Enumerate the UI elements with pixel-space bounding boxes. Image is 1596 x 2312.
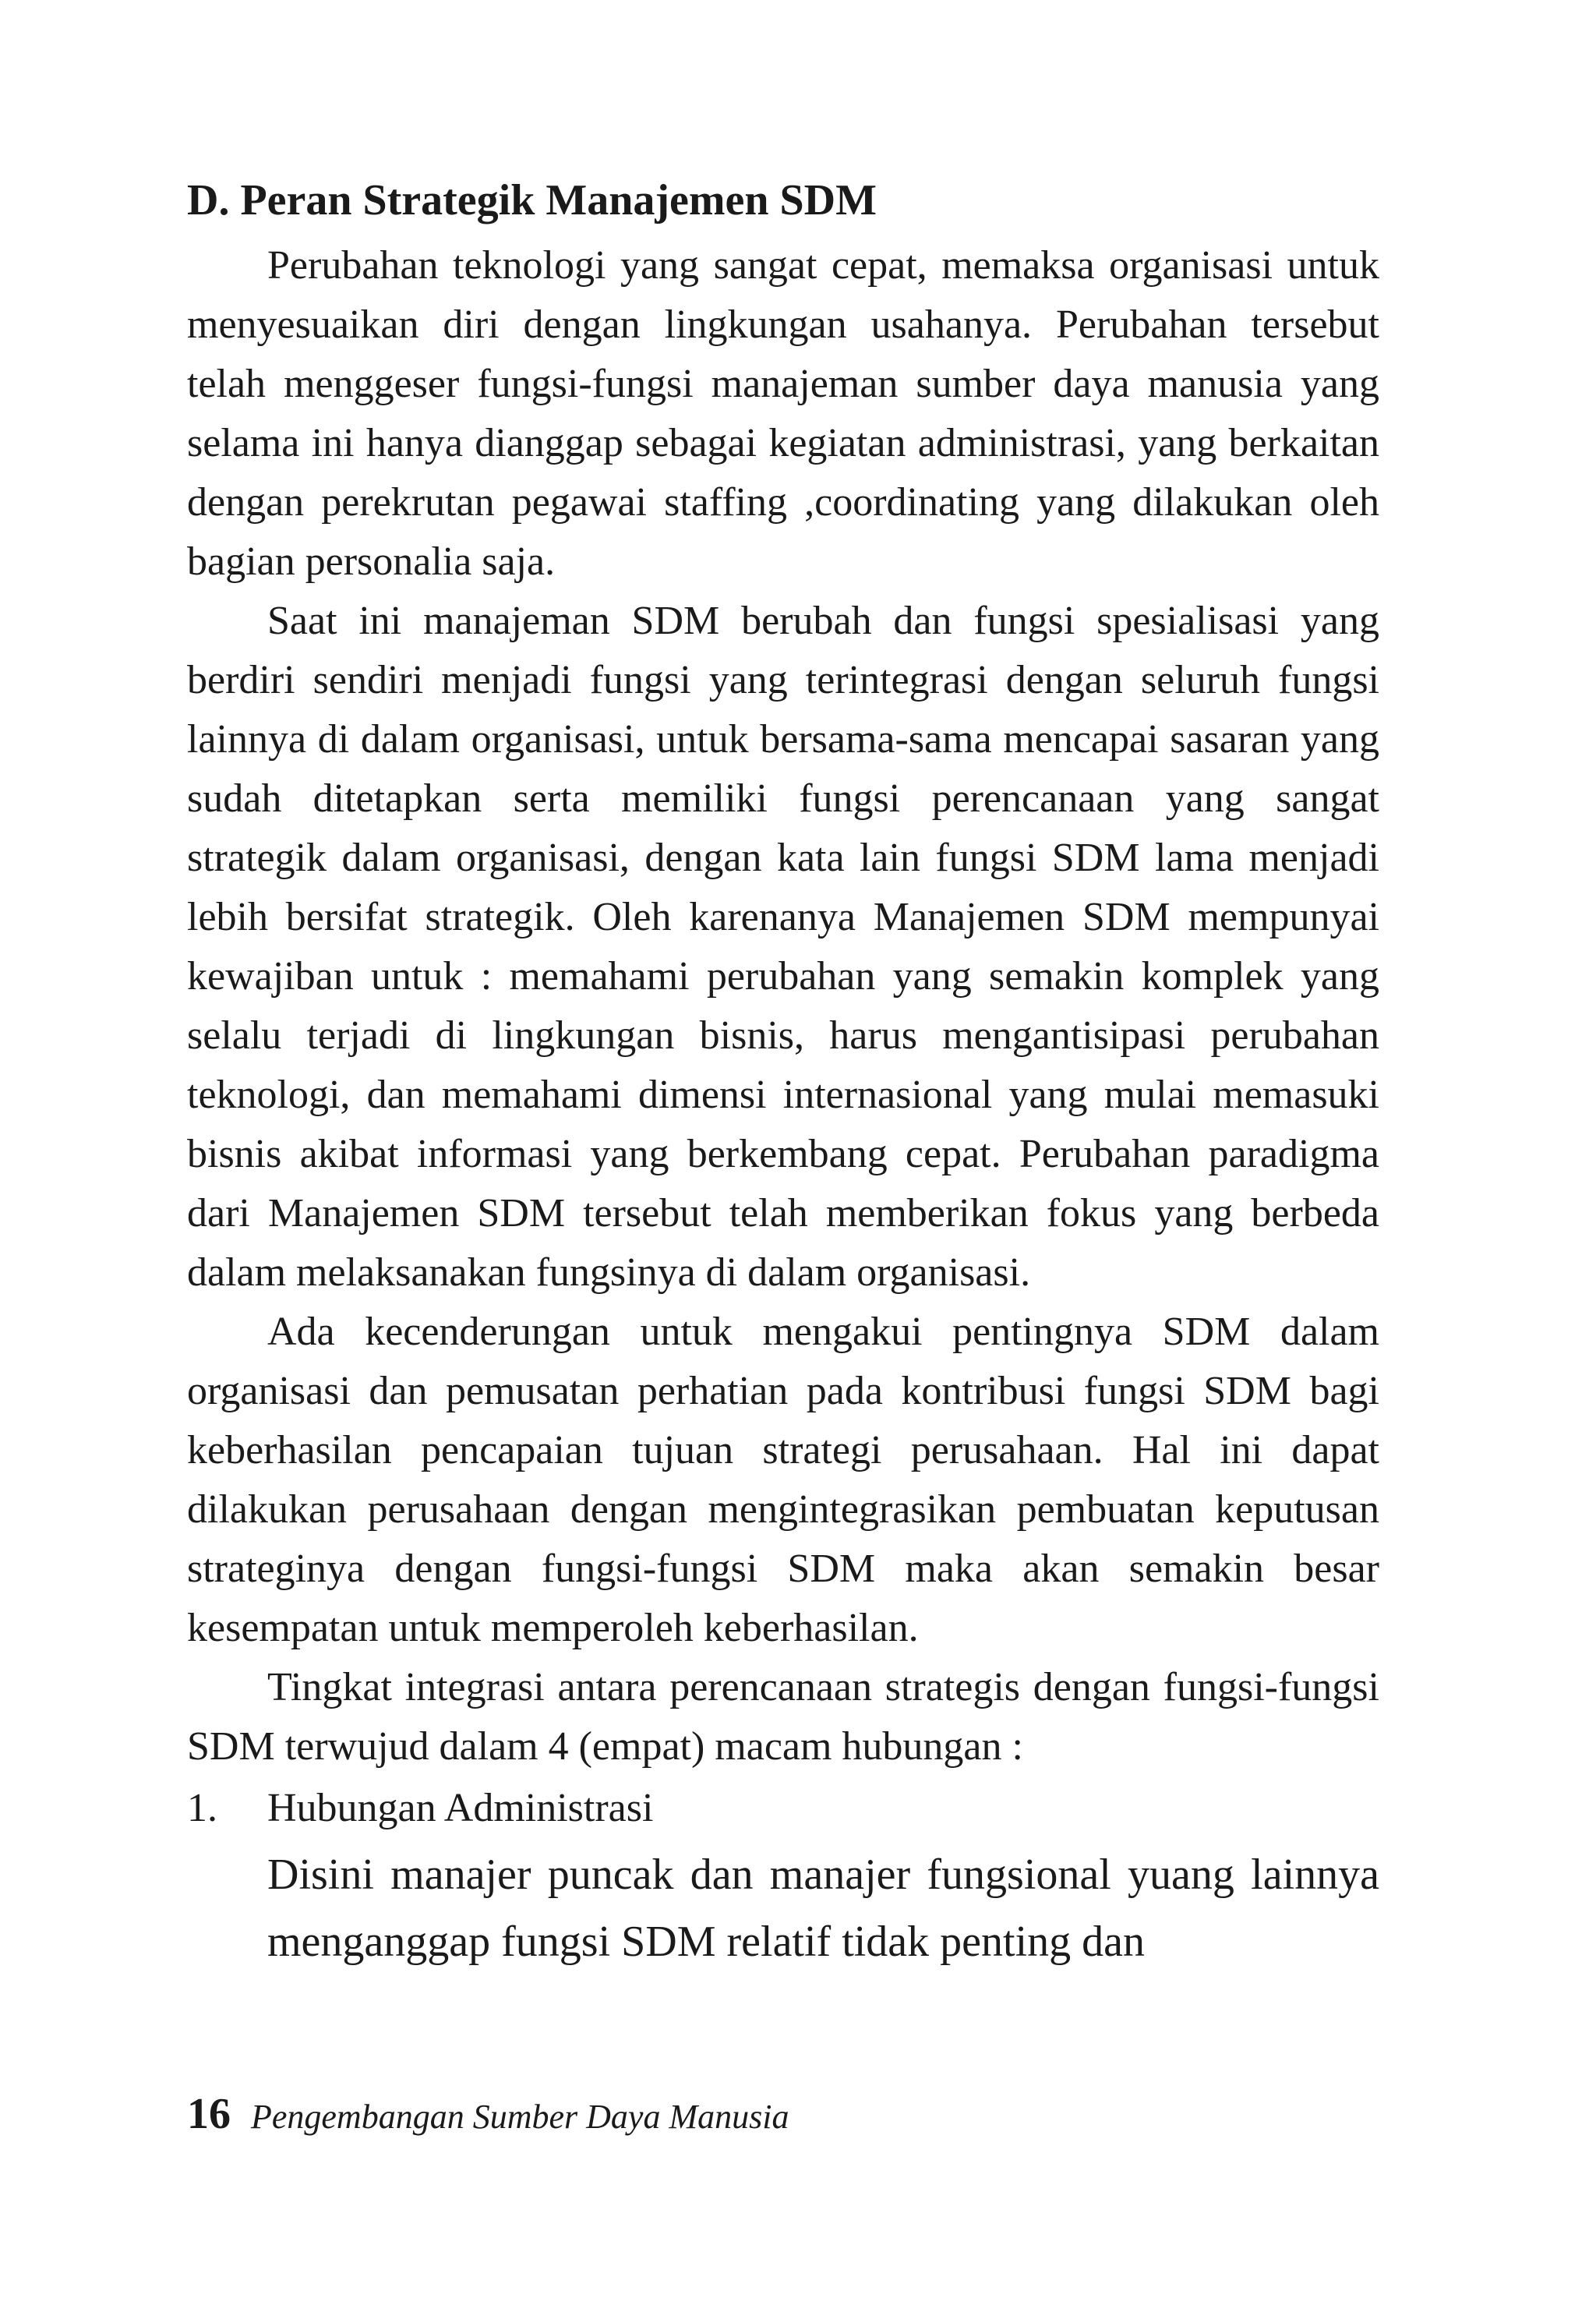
page-number: 16 bbox=[187, 2090, 231, 2138]
list-item-title: Hubungan Administrasi bbox=[267, 1786, 654, 1830]
section-heading: D. Peran Strategik Manajemen SDM bbox=[187, 176, 877, 224]
paragraph-3: Ada kecenderungan untuk mengakui pentingnya SDM dalam organisasi dan pemusatan perhatian pada kontribusi fungsi SDM bagi keberhasilan pencapaian tujuan strategi perusahaan. Hal ini dapat dilakukan perusahaan dengan mengintegrasikan pembuatan keputusan strateginya dengan fungsi-fungsi SDM maka akan semakin besar kesempatan untuk memperoleh keberhasilan. bbox=[187, 1310, 1379, 1650]
paragraph-1: Perubahan teknologi yang sangat cepat, memaksa organisasi untuk menyesuaikan diri dengan lingkungan usahanya. Perubahan tersebut telah menggeser fungsi-fungsi manajeman sumber daya manusia yang selama ini hanya dianggap sebagai kegiatan administrasi, yang berkaitan dengan perekrutan pegawai staffing ,coordinating yang dilakukan oleh bagian personalia saja. bbox=[187, 243, 1379, 584]
running-title: Pengembangan Sumber Daya Manusia bbox=[251, 2098, 789, 2136]
list-item-body: Disini manajer puncak dan manajer fungsional yuang lainnya menganggap fungsi SDM relatif tidak penting dan bbox=[267, 1851, 1379, 1966]
list-item bbox=[187, 1778, 1379, 1838]
paragraph-2: Saat ini manajeman SDM berubah dan fungsi spesialisasi yang berdiri sendiri menjadi fungsi yang terintegrasi dengan seluruh fungsi lainnya di dalam organisasi, untuk bersama-sama mencapai sasaran yang sudah ditetapkan serta memiliki fungsi perencanaan yang sangat strategik dalam organisasi, dengan kata lain fungsi SDM lama menjadi lebih bersifat strategik. Oleh karenanya Manajemen SDM mempunyai kewajiban untuk : memahami perubahan yang semakin komplek yang selalu terjadi di lingkungan bisnis, harus mengantisipasi perubahan teknologi, dan memahami dimensi internasional yang mulai memasuki bisnis akibat informasi yang berkembang cepat. Perubahan paradigma dari Manajemen SDM tersebut telah memberikan fokus yang berbeda dalam melaksanakan fungsinya di dalam organisasi. bbox=[187, 599, 1379, 1295]
page-content bbox=[187, 168, 1379, 1975]
paragraph-4: Tingkat integrasi antara perencanaan strategis dengan fungsi-fungsi SDM terwujud dalam 4 (empat) macam hubungan : bbox=[187, 1665, 1379, 1769]
list-item-number: 1. bbox=[187, 1786, 217, 1830]
page-footer bbox=[187, 2089, 789, 2139]
